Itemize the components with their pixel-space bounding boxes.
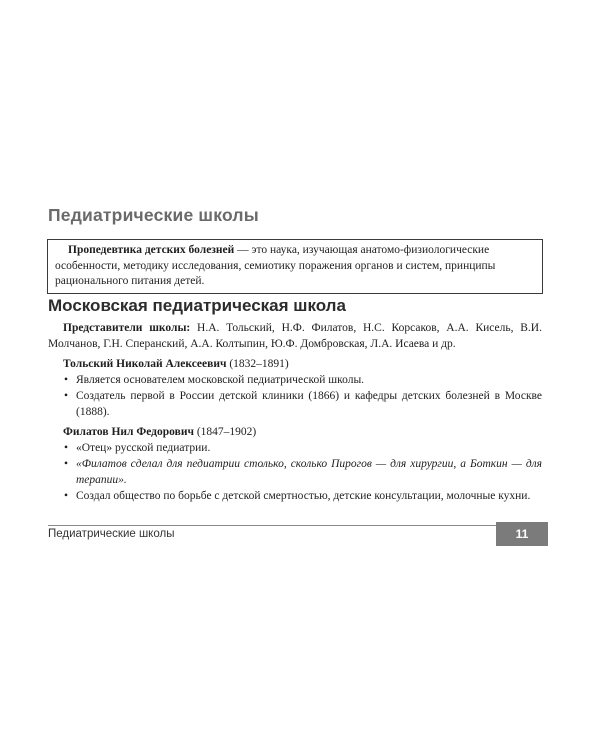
person-heading-tolsky — [48, 356, 542, 372]
footer-title: Педиатрические школы — [48, 528, 175, 540]
representatives-text: Н.А. Тольский, Н.Ф. Филатов, Н.С. Корсаков, А.А. Кисель, В.И. Молчанов, Г.Н. Сперанский, А.А. Колтыпин, Ю.Ф. Домбровская, Л.А. Исаева и др. — [48, 322, 542, 350]
list-item — [48, 488, 542, 504]
definition-line — [55, 243, 536, 259]
fact-list-tolsky — [48, 372, 542, 420]
section-title: Московская педиатрическая школа — [48, 296, 346, 315]
fact-text: Создатель первой в России детской клиники (1866) и кафедры детских болезней в Москве (1888). — [76, 390, 542, 418]
person-name: Тольский Николай Алексеевич — [63, 358, 227, 370]
person-years: (1847–1902) — [193, 426, 257, 438]
bullet-icon: • — [64, 374, 69, 386]
bullet-icon: • — [64, 458, 69, 470]
definition-line: рационального питания детей. — [55, 275, 205, 288]
definition-term: Пропедевтика детских болезней — [68, 244, 235, 256]
person-name: Филатов Нил Федорович — [63, 426, 194, 438]
list-item — [48, 388, 542, 420]
fact-text: Создал общество по борьбе с детской смертностью, детские консультации, молочные кухни. — [76, 490, 531, 502]
fact-text: «Отец» русской педиатрии. — [76, 442, 211, 454]
page-number: 11 — [496, 522, 548, 546]
person-heading-filatov — [48, 424, 542, 440]
list-item — [48, 456, 542, 488]
definition-line: особенности, методику исследования, семиотику поражения органов и систем, принципы — [55, 259, 496, 272]
footer-divider — [48, 525, 496, 526]
section-content — [48, 320, 542, 508]
definition-text: — это наука, изучающая анатомо-физиологические — [234, 244, 490, 256]
chapter-title: Педиатрические школы — [48, 205, 259, 225]
person-years: (1832–1891) — [226, 358, 289, 370]
fact-list-filatov — [48, 440, 542, 504]
bullet-icon: • — [64, 442, 69, 454]
list-item — [48, 440, 542, 456]
list-item — [48, 372, 542, 388]
bullet-icon: • — [64, 390, 69, 402]
definition-box — [47, 239, 543, 294]
fact-text: Является основателем московской педиатрической школы. — [76, 374, 365, 386]
fact-quote: «Филатов сделал для педиатрии столько, сколько Пирогов — для хирургии, а Боткин — для терапии». — [76, 458, 542, 486]
representatives-paragraph — [48, 320, 542, 352]
bullet-icon: • — [64, 490, 69, 502]
representatives-label: Представители школы: — [63, 322, 191, 334]
